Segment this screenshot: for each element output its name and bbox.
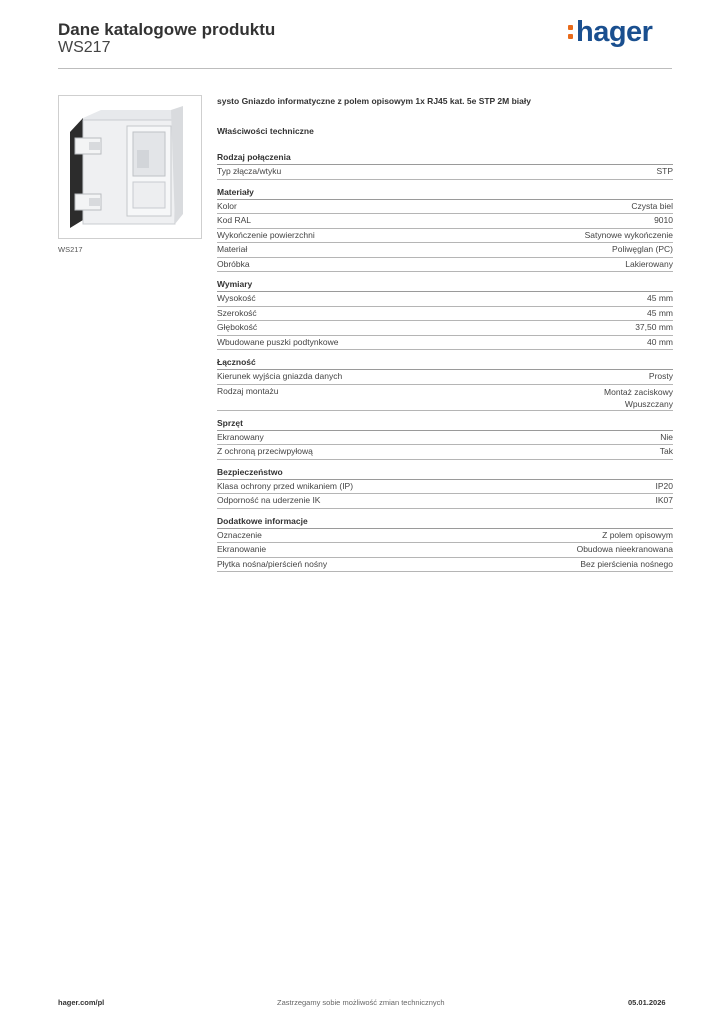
spec-value: 45 mm <box>647 293 673 303</box>
spec-section <box>217 186 673 273</box>
spec-value: Z polem opisowym <box>602 529 673 540</box>
spec-value: Czysta biel <box>631 200 673 211</box>
spec-section <box>217 417 673 460</box>
spec-value: 40 mm <box>647 336 673 347</box>
spec-value <box>604 385 673 410</box>
technical-properties-title: Właściwości techniczne <box>217 126 314 136</box>
spec-row <box>217 258 673 273</box>
spec-value: STP <box>656 166 673 176</box>
spec-value: Poliwęglan (PC) <box>612 244 673 254</box>
spec-row <box>217 243 673 258</box>
spec-label: Odporność na uderzenie IK <box>217 495 321 505</box>
product-image <box>58 95 202 239</box>
spec-label: Wbudowane puszki podtynkowe <box>217 336 339 347</box>
hager-logo <box>568 16 652 49</box>
spec-row <box>217 558 673 573</box>
section-title: Wymiary <box>217 278 673 292</box>
spec-label: Głębokość <box>217 322 258 332</box>
section-title: Sprzęt <box>217 417 673 431</box>
spec-value: IK07 <box>655 495 673 505</box>
spec-label: Kierunek wyjścia gniazda danych <box>217 371 343 381</box>
section-title: Rodzaj połączenia <box>217 151 673 165</box>
logo-text: hager <box>576 16 653 48</box>
spec-row <box>217 307 673 322</box>
spec-row <box>217 336 673 351</box>
spec-label: Typ złącza/wtyku <box>217 166 282 176</box>
spec-label: Ekranowanie <box>217 544 267 554</box>
spec-label: Klasa ochrony przed wnikaniem (IP) <box>217 480 354 491</box>
spec-value: 45 mm <box>647 307 673 318</box>
spec-label: Materiał <box>217 244 248 254</box>
spec-row <box>217 229 673 244</box>
spec-value: 9010 <box>654 215 673 225</box>
spec-value-line: Montaż zaciskowy <box>604 386 673 397</box>
spec-row <box>217 292 673 307</box>
spec-value: IP20 <box>655 480 673 491</box>
spec-sections <box>217 151 673 572</box>
socket-module-icon <box>59 96 201 238</box>
spec-section <box>217 515 673 573</box>
spec-row <box>217 200 673 215</box>
spec-section <box>217 466 673 509</box>
section-title: Bezpieczeństwo <box>217 466 673 480</box>
page-title: Dane katalogowe produktu <box>58 20 276 39</box>
spec-value: Bez pierścienia nośnego <box>580 558 673 569</box>
product-code: WS217 <box>58 39 111 56</box>
spec-section <box>217 151 673 180</box>
footer-date: 05.01.2026 <box>628 998 666 1007</box>
image-caption: WS217 <box>58 245 83 254</box>
spec-value-line: Wpuszczany <box>624 398 673 409</box>
spec-row <box>217 543 673 558</box>
spec-section <box>217 356 673 411</box>
spec-row <box>217 431 673 446</box>
spec-label: Wykończenie powierzchni <box>217 229 315 240</box>
header-divider <box>58 68 672 69</box>
spec-label: Wysokość <box>217 293 256 303</box>
spec-row <box>217 529 673 544</box>
spec-value: Obudowa nieekranowana <box>576 544 673 554</box>
spec-value: Lakierowany <box>625 258 673 269</box>
spec-value: Prosty <box>648 371 673 381</box>
spec-row <box>217 165 673 180</box>
spec-row <box>217 385 673 411</box>
product-details <box>217 94 673 572</box>
spec-row <box>217 494 673 509</box>
spec-label: Szerokość <box>217 307 257 318</box>
spec-label: Oznaczenie <box>217 529 262 540</box>
footer-notice: Zastrzegamy sobie możliwość zmian technicznych <box>277 998 445 1007</box>
spec-row <box>217 321 673 336</box>
spec-row <box>217 370 673 385</box>
spec-label: Z ochroną przeciwpyłową <box>217 446 313 456</box>
spec-section <box>217 278 673 350</box>
spec-label: Rodzaj montażu <box>217 385 279 396</box>
section-title: Dodatkowe informacje <box>217 515 673 529</box>
spec-label: Ekranowany <box>217 431 264 442</box>
spec-label: Kolor <box>217 200 237 211</box>
section-title: Łączność <box>217 356 673 370</box>
spec-row <box>217 445 673 460</box>
spec-label: Kod RAL <box>217 215 252 225</box>
spec-label: Obróbka <box>217 258 250 269</box>
spec-value: Nie <box>660 431 673 442</box>
logo-dots-icon <box>568 20 575 42</box>
spec-value: Satynowe wykończenie <box>584 229 673 240</box>
product-description: systo Gniazdo informatyczne z polem opisowym 1x RJ45 kat. 5e STP 2M biały <box>217 96 531 106</box>
spec-row <box>217 480 673 495</box>
section-title: Materiały <box>217 186 673 200</box>
spec-row <box>217 214 673 229</box>
spec-value: 37,50 mm <box>635 322 673 332</box>
spec-label: Płytka nośna/pierścień nośny <box>217 558 328 569</box>
footer-website[interactable]: hager.com/pl <box>58 998 105 1007</box>
spec-value: Tak <box>659 446 673 456</box>
